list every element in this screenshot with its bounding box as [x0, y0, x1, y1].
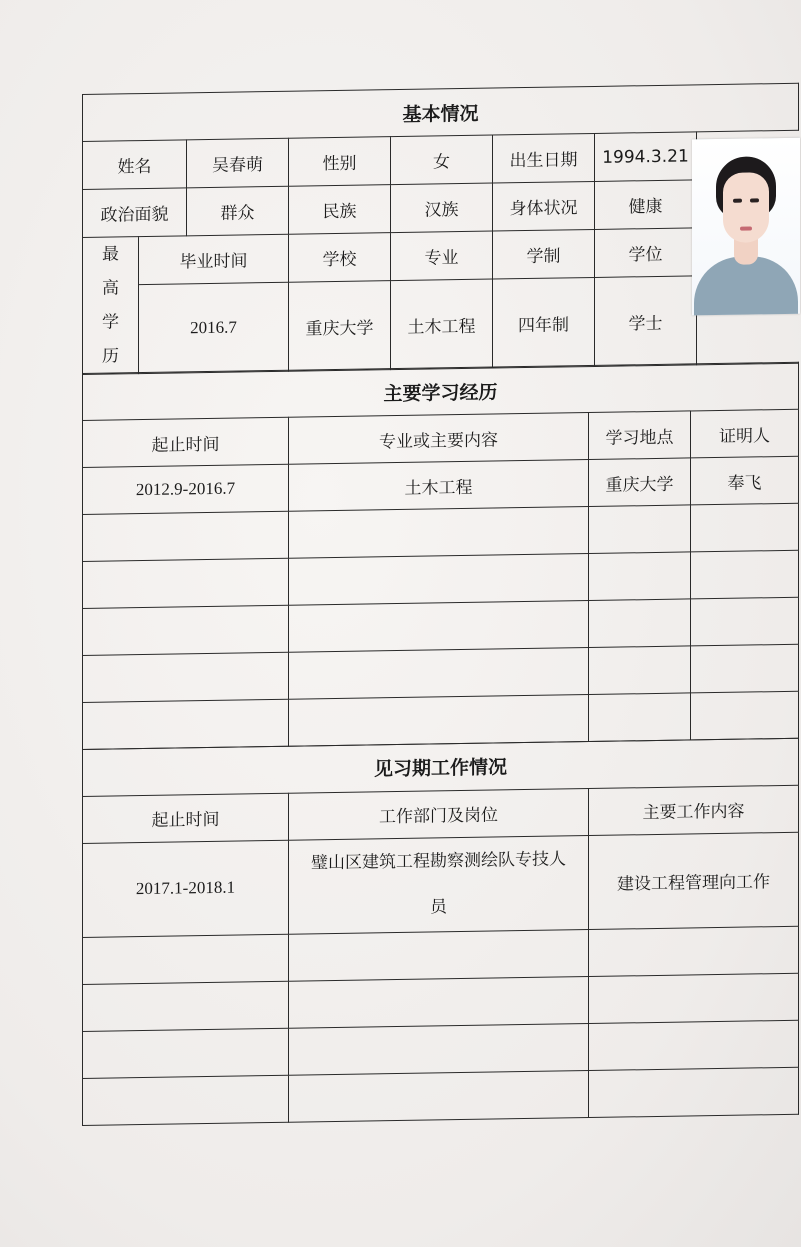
name-value: 吴春萌: [187, 138, 289, 188]
study-major: 土木工程: [289, 460, 589, 512]
photo-lips: [740, 226, 752, 230]
empty-cell: [83, 653, 289, 703]
grad-time-value: 2016.7: [139, 283, 289, 374]
internship-title: 见习期工作情况: [83, 738, 799, 796]
empty-cell: [83, 1028, 289, 1078]
name-label: 姓名: [83, 140, 187, 190]
study-location: 重庆大学: [589, 458, 691, 507]
study-period: 2012.9-2016.7: [83, 465, 289, 515]
ethnic-label: 民族: [289, 185, 391, 235]
internship-dept-line: 璧山区建筑工程勘察测绘队专技人: [311, 849, 566, 874]
empty-cell: [589, 1020, 799, 1070]
photo-face: [723, 172, 769, 243]
empty-cell: [589, 973, 799, 1023]
empty-cell: [83, 1075, 289, 1125]
empty-cell: [289, 929, 589, 981]
empty-cell: [83, 606, 289, 656]
gender-value: 女: [391, 135, 493, 185]
internship-table: [82, 738, 799, 1126]
empty-cell: [289, 976, 589, 1028]
edu-char: 高: [102, 278, 119, 299]
internship-dept: [289, 835, 589, 934]
empty-cell: [289, 507, 589, 559]
political-value: 群众: [187, 186, 289, 236]
edu-char: 学: [102, 312, 119, 333]
empty-cell: [589, 505, 691, 554]
empty-cell: [691, 504, 799, 553]
empty-cell: [589, 599, 691, 648]
empty-cell: [589, 926, 799, 976]
internship-dept-line: 员: [430, 897, 447, 918]
study-witness: 奉飞: [691, 457, 799, 506]
empty-cell: [589, 1067, 799, 1117]
school-label: 学校: [289, 233, 391, 283]
empty-cell: [289, 601, 589, 653]
study-header-witness: 证明人: [691, 410, 799, 459]
edu-char: 最: [102, 244, 119, 265]
internship-header-content: 主要工作内容: [589, 785, 799, 835]
gender-label: 性别: [289, 137, 391, 187]
empty-cell: [691, 598, 799, 647]
study-history-title: 主要学习经历: [83, 363, 799, 421]
internship-header-dept: 工作部门及岗位: [289, 788, 589, 840]
id-photo: [692, 138, 800, 316]
internship-content: 建设工程管理向工作: [589, 832, 799, 929]
empty-cell: [83, 981, 289, 1031]
system-label: 学制: [493, 229, 595, 279]
empty-cell: [289, 554, 589, 606]
photo-eye: [750, 198, 759, 202]
edu-char: 历: [102, 346, 119, 367]
health-label: 身体状况: [493, 181, 595, 231]
empty-cell: [83, 700, 289, 750]
registration-form: [82, 83, 798, 1126]
system-value: 四年制: [493, 278, 595, 368]
school-value: 重庆大学: [289, 281, 391, 371]
empty-cell: [289, 648, 589, 700]
birth-label: 出生日期: [493, 133, 595, 183]
basic-info-title: 基本情况: [83, 83, 799, 141]
empty-cell: [83, 559, 289, 609]
photo-eye: [733, 199, 742, 203]
empty-cell: [83, 934, 289, 984]
major-label: 专业: [391, 231, 493, 281]
table-row: [83, 832, 799, 937]
study-header-location: 学习地点: [589, 411, 691, 460]
empty-cell: [83, 512, 289, 562]
highest-education-label: [83, 237, 139, 375]
birth-value: 1994.3.21: [595, 132, 697, 182]
internship-period: 2017.1-2018.1: [83, 840, 289, 937]
empty-cell: [691, 645, 799, 694]
political-label: 政治面貌: [83, 188, 187, 238]
degree-label: 学位: [595, 228, 697, 278]
grad-time-label: 毕业时间: [139, 234, 289, 285]
health-value: 健康: [595, 180, 697, 230]
empty-cell: [289, 1023, 589, 1075]
empty-cell: [589, 646, 691, 695]
empty-cell: [589, 693, 691, 742]
study-history-table: [82, 362, 799, 750]
study-header-period: 起止时间: [83, 418, 289, 468]
study-header-major: 专业或主要内容: [289, 413, 589, 465]
internship-header-period: 起止时间: [83, 793, 289, 843]
major-value: 土木工程: [391, 279, 493, 369]
empty-cell: [691, 551, 799, 600]
ethnic-value: 汉族: [391, 183, 493, 233]
empty-cell: [289, 695, 589, 747]
empty-cell: [289, 1070, 589, 1122]
empty-cell: [691, 692, 799, 741]
empty-cell: [589, 552, 691, 601]
degree-value: 学士: [595, 276, 697, 366]
